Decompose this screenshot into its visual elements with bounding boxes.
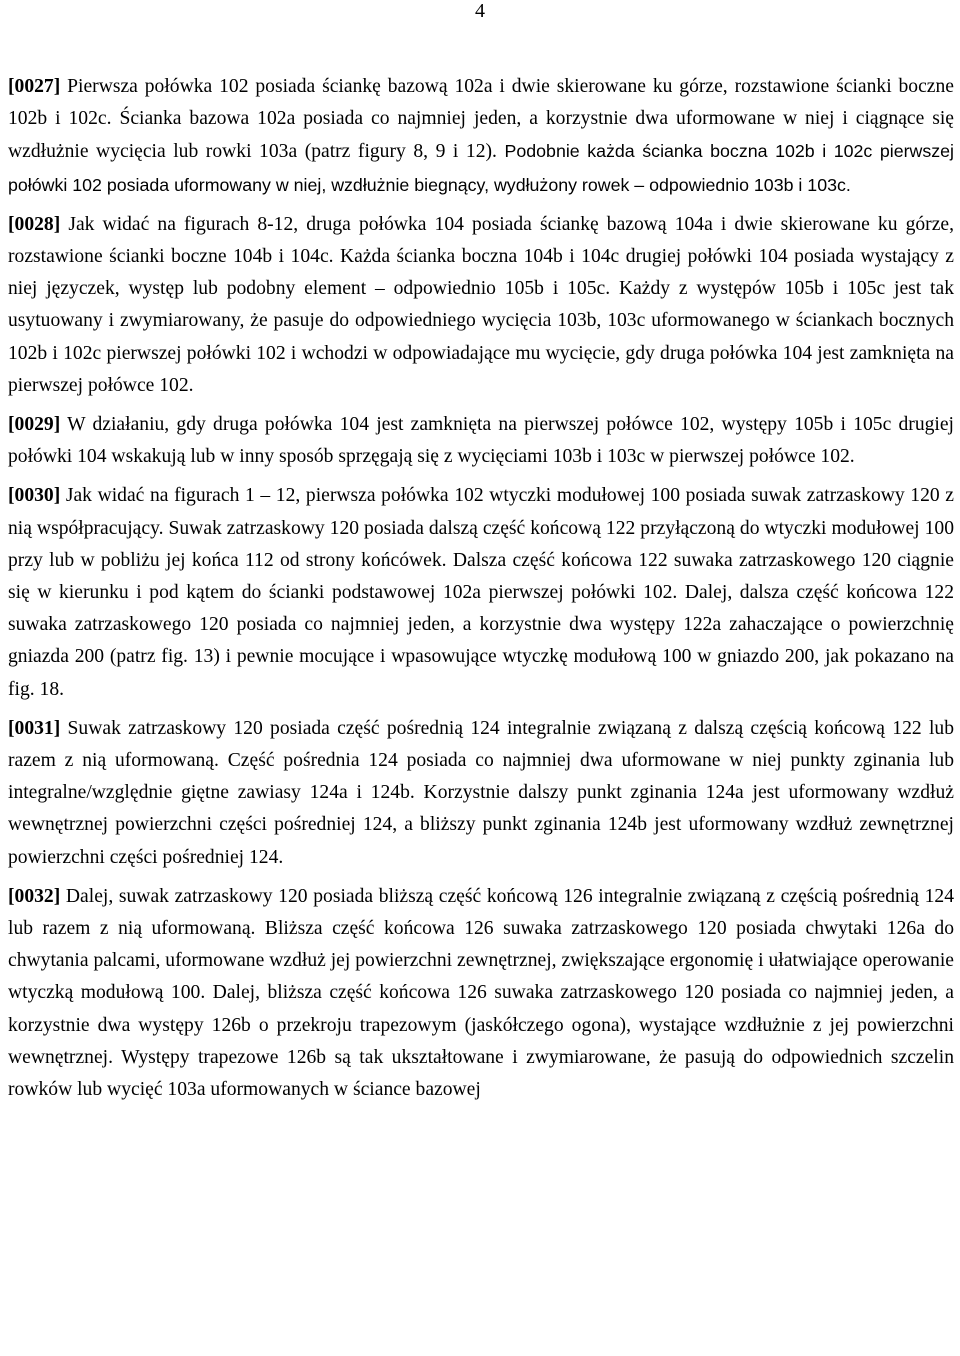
- paragraph-text: W działaniu, gdy druga połówka 104 jest zamknięta na pierwszej połówce 102, występy 105b i 105c drugiej połówki 104 wskakują lub w inny sposób sprzęgają się z wycięciami 103b i 103c w pierwszej połówce 102.: [8, 414, 954, 468]
- paragraph-text-sans: Podobnie każda ścianka boczna 102b i 102c pierwszej połówki 102 posiada uformowany w niej, wzdłużnie biegnący, wydłużony rowek – odpowiednio 103b i 103c.: [8, 141, 955, 195]
- paragraph-number: [0032]: [8, 885, 61, 907]
- paragraph-0031: [8, 713, 954, 874]
- paragraph-number: [0031]: [8, 717, 61, 739]
- paragraph-number: [0030]: [8, 485, 61, 507]
- paragraph-text: Jak widać na figurach 8-12, druga połówka 104 posiada ściankę bazową 104a i dwie skierowane ku górze, rozstawione ścianki boczne 104b i 104c. Każda ścianka boczna 104b i 104c drugiej połówki 104 posiada wystający z niej języczek, występ lub podobny element – odpowiednio 105b i 105c. Każdy z występów 105b i 105c jest tak usytuowany i zwymiarowany, że pasuje do odpowiedniego wycięcia 103b, 103c uformowanego w ściankach bocznych 102b i 102c pierwszej połówki 102 i wchodzi w odpowiadające mu wycięcie, gdy druga połówka 104 jest zamknięta na pierwszej połówce 102.: [8, 213, 954, 396]
- paragraph-text: Suwak zatrzaskowy 120 posiada część pośrednią 124 integralnie związaną z dalszą częścią końcową 122 lub razem z nią uformowaną. Część pośrednia 124 posiada co najmniej dwa uformowane w niej punkty zginania lub integralne/względnie giętne zawiasy 124a i 124b. Korzystnie dalszy punkt zginania 124a jest uformowany wzdłuż wewnętrznej powierzchni części pośredniej 124, a bliższy punkt zginania 124b jest uformowany wzdłuż zewnętrznej powierzchni części pośredniej 124.: [8, 717, 954, 868]
- paragraph-number: [0027]: [8, 76, 61, 97]
- paragraph-number: [0028]: [8, 213, 61, 235]
- document-body: [8, 71, 954, 1113]
- page-number: 4: [475, 0, 485, 22]
- paragraph-text: Jak widać na figurach 1 – 12, pierwsza połówka 102 wtyczki modułowej 100 posiada suwak zatrzaskowy 120 z nią współpracujący. Suwak zatrzaskowy 120 posiada dalszą część końcową 122 przyłączoną do wtyczki modułowej 100 przy lub w pobliżu jej końca 112 od strony końcówek. Dalsza część końcowa 122 suwaka zatrzaskowego 120 ciągnie się w kierunku i pod kątem do ścianki podstawowej 102a pierwszej połówki 102. Dalej, dalsza część końcowa 122 suwaka zatrzaskowego 120 posiada co najmniej jeden, a korzystnie dwa występy 122a zahaczające o powierzchnię gniazda 200 (patrz fig. 13) i pewnie mocujące i wpasowujące wtyczkę modułową 100 w gniazdo 200, jak pokazano na fig. 18.: [8, 485, 954, 700]
- paragraph-0028: [8, 209, 954, 402]
- paragraph-number: [0029]: [8, 414, 61, 436]
- paragraph-0029: [8, 409, 954, 473]
- paragraph-text: Dalej, suwak zatrzaskowy 120 posiada bliższą część końcową 126 integralnie związaną z częścią pośrednią 124 lub razem z nią uformowaną. Bliższa część końcowa 126 suwaka zatrzaskowego 120 posiada chwytaki 126a do chwytania palcami, uformowane wzdłuż jej powierzchni zewnętrznej, zwiększające ergonomię i ułatwiające operowanie wtyczką modułową 100. Dalej, bliższa część końcowa 126 suwaka zatrzaskowego 120 posiada co najmniej jeden, a korzystnie dwa występy 126b o przekroju trapezowym (jaskółczego ogona), wystające wzdłużnie z jej powierzchni wewnętrznej. Występy trapezowe 126b są tak ukształtowane i zwymiarowane, że pasują do odpowiednich szczelin rowków lub wycięć 103a uformowanych w ściance bazowej: [8, 885, 954, 1101]
- paragraph-0032: [8, 881, 954, 1106]
- paragraph-0030: [8, 480, 954, 705]
- paragraph-text: Pierwsza połówka 102 posiada ściankę bazową 102a i dwie skierowane ku górze, rozstawione ścianki boczne 102b i 102c. Ścianka bazowa 102a posiada co najmniej jeden, a korzystnie dwa uformowane w niej i ciągnące się wzdłużnie wycięcia lub rowki 103a (patrz figury 8, 9 i 12).: [8, 76, 954, 163]
- paragraph-0027: [8, 71, 954, 202]
